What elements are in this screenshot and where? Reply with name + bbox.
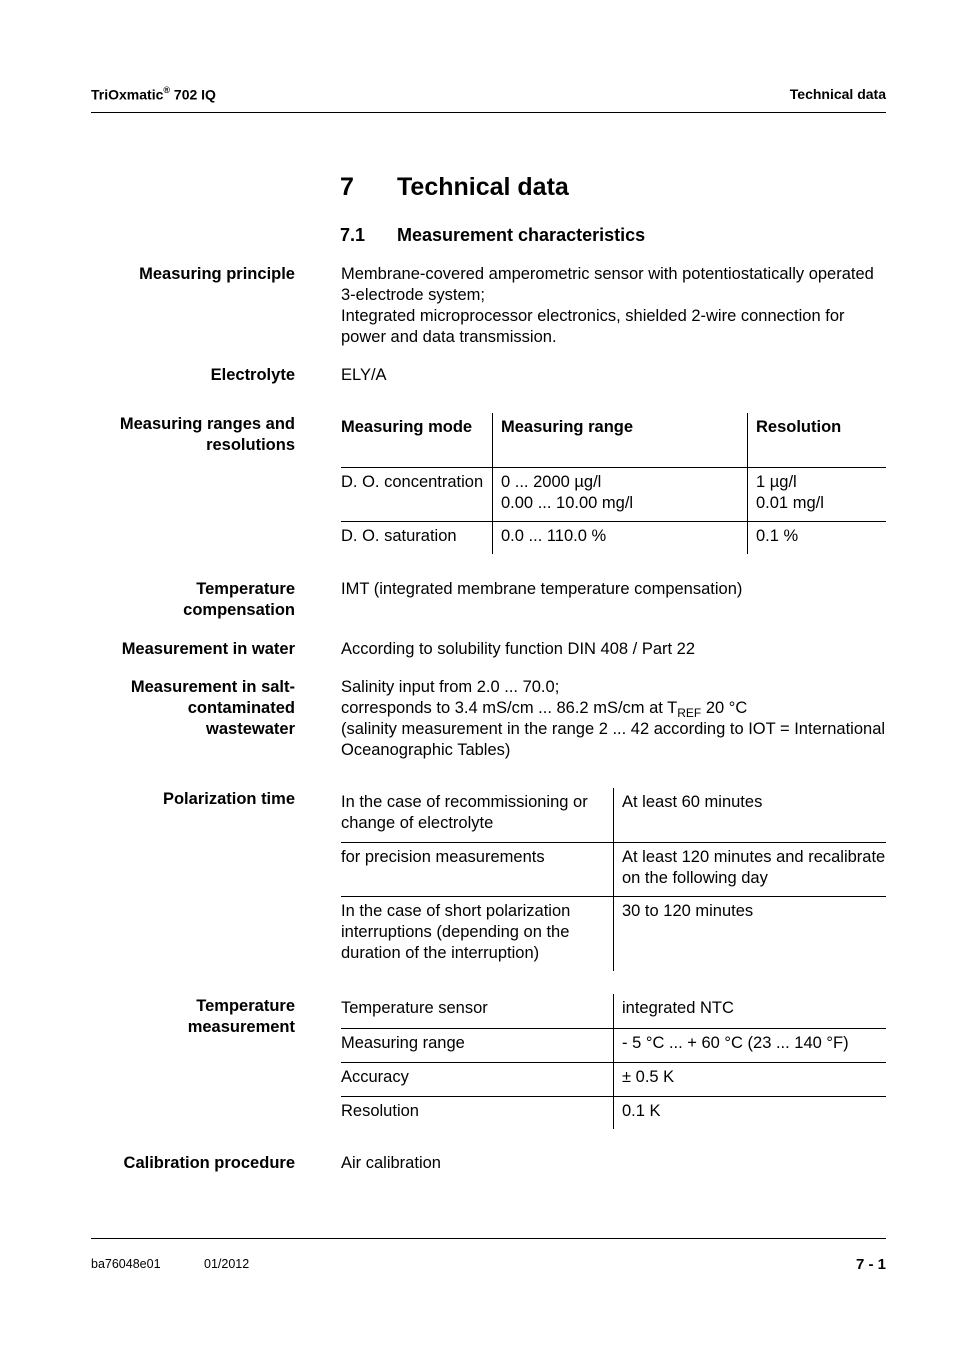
resolution-line: 0.01 mg/l bbox=[756, 493, 824, 512]
table-row bbox=[341, 842, 886, 896]
temp-measurement-table bbox=[341, 994, 886, 1129]
value-cell: integrated NTC bbox=[614, 994, 887, 1028]
range-line: 0.00 ... 10.00 mg/l bbox=[501, 493, 634, 512]
salt-line2 bbox=[341, 698, 886, 719]
table-header-row bbox=[341, 413, 886, 467]
value-cell: 0.1 K bbox=[622, 1101, 661, 1120]
resolution-cell: 0.1 % bbox=[756, 526, 799, 545]
temp-compensation-label bbox=[91, 579, 295, 621]
property-cell: Resolution bbox=[341, 1096, 614, 1129]
footer-rule bbox=[91, 1238, 886, 1239]
condition-cell: In the case of recommissioning or change of electrolyte bbox=[341, 788, 614, 842]
electrolyte-label: Electrolyte bbox=[210, 366, 295, 384]
table-row bbox=[341, 896, 886, 971]
salt-label-line2: contaminated bbox=[187, 699, 295, 717]
chapter-number: 7 bbox=[340, 173, 354, 201]
header-measuring-mode: Measuring mode bbox=[341, 413, 493, 467]
chapter-title: Technical data bbox=[397, 173, 569, 201]
ranges-label-line1: Measuring ranges and bbox=[119, 415, 295, 433]
table-row bbox=[341, 788, 886, 842]
mode-cell: D. O. saturation bbox=[341, 521, 493, 554]
value-cell: - 5 °C ... + 60 °C (23 ... 140 °F) bbox=[614, 1028, 887, 1062]
footer-date: 01/2012 bbox=[204, 1257, 250, 1271]
table-row bbox=[341, 994, 886, 1028]
temp-measurement-label-line2: measurement bbox=[187, 1018, 295, 1036]
condition-cell: for precision measurements bbox=[341, 842, 614, 896]
table-row bbox=[341, 467, 886, 521]
header-resolution: Resolution bbox=[748, 413, 887, 467]
section-number: 7.1 bbox=[340, 225, 366, 245]
salt-line2-sub: REF bbox=[677, 706, 702, 720]
footer-doc-id: ba76048e01 bbox=[91, 1257, 161, 1271]
salt-line3: (salinity measurement in the range 2 ... 42 according to IOT = International Oceanographic Tables) bbox=[341, 720, 886, 759]
temp-compensation-value: IMT (integrated membrane temperature compensation) bbox=[341, 580, 743, 598]
salt-label-line3: wastewater bbox=[206, 720, 295, 738]
range-cell bbox=[493, 467, 748, 521]
temp-measurement-label bbox=[91, 996, 295, 1038]
salt-line2-b: 20 °C bbox=[701, 699, 748, 717]
product-name: TriOxmatic bbox=[91, 86, 164, 103]
measuring-principle-text bbox=[341, 264, 886, 348]
salt-line1: Salinity input from 2.0 ... 70.0; bbox=[341, 678, 560, 696]
range-cell: 0.0 ... 110.0 % bbox=[493, 521, 748, 554]
measuring-principle-line1: Membrane-covered amperometric sensor with potentiostatically operated 3-electrode system; bbox=[341, 265, 874, 304]
property-cell: Accuracy bbox=[341, 1062, 614, 1096]
header-measuring-range: Measuring range bbox=[493, 413, 748, 467]
table-row bbox=[341, 1096, 886, 1129]
product-model: 702 IQ bbox=[170, 86, 216, 103]
electrolyte-value: ELY/A bbox=[341, 366, 387, 384]
value-cell: ± 0.5 K bbox=[614, 1062, 887, 1096]
ranges-label bbox=[91, 414, 295, 456]
time-cell: At least 120 minutes and recalibrate on the following day bbox=[614, 842, 887, 896]
salt-line2-a: corresponds to 3.4 mS/cm ... 86.2 mS/cm at T bbox=[341, 699, 678, 717]
calibration-value: Air calibration bbox=[341, 1154, 441, 1172]
measuring-principle-line2: Integrated microprocessor electronics, shielded 2-wire connection for power and data transmission. bbox=[341, 307, 845, 346]
salt-text bbox=[341, 677, 886, 761]
condition-cell: In the case of short polarization interruptions (depending on the duration of the interruption) bbox=[341, 896, 614, 971]
calibration-label: Calibration procedure bbox=[123, 1154, 295, 1172]
section-title: Measurement characteristics bbox=[397, 225, 646, 245]
water-value: According to solubility function DIN 408 / Part 22 bbox=[341, 640, 696, 658]
table-row bbox=[341, 521, 886, 554]
time-cell: At least 60 minutes bbox=[614, 788, 887, 842]
time-cell: 30 to 120 minutes bbox=[622, 901, 754, 920]
range-line: 0 ... 2000 µg/l bbox=[501, 472, 602, 491]
ranges-label-line2: resolutions bbox=[206, 436, 295, 454]
temp-compensation-label-line1: Temperature bbox=[196, 580, 295, 598]
ranges-table bbox=[341, 413, 886, 554]
header-section: Technical data bbox=[789, 86, 886, 102]
temp-measurement-label-line1: Temperature bbox=[196, 997, 295, 1015]
polarization-table bbox=[341, 788, 886, 971]
mode-cell: D. O. concentration bbox=[341, 467, 493, 521]
table-row bbox=[341, 1028, 886, 1062]
polarization-label: Polarization time bbox=[162, 790, 295, 808]
salt-label bbox=[91, 677, 295, 740]
measuring-principle-label: Measuring principle bbox=[139, 265, 295, 283]
table-row bbox=[341, 1062, 886, 1096]
salt-label-line1: Measurement in salt- bbox=[130, 678, 295, 696]
temp-compensation-label-line2: compensation bbox=[183, 601, 295, 619]
registered-mark: ® bbox=[163, 85, 171, 95]
header-rule bbox=[91, 112, 886, 113]
page-number: 7 - 1 bbox=[855, 1256, 886, 1273]
property-cell: Measuring range bbox=[341, 1028, 614, 1062]
resolution-line: 1 µg/l bbox=[756, 472, 797, 491]
header-product bbox=[91, 86, 216, 103]
water-label: Measurement in water bbox=[121, 640, 295, 658]
property-cell: Temperature sensor bbox=[341, 994, 614, 1028]
resolution-cell bbox=[748, 467, 887, 521]
